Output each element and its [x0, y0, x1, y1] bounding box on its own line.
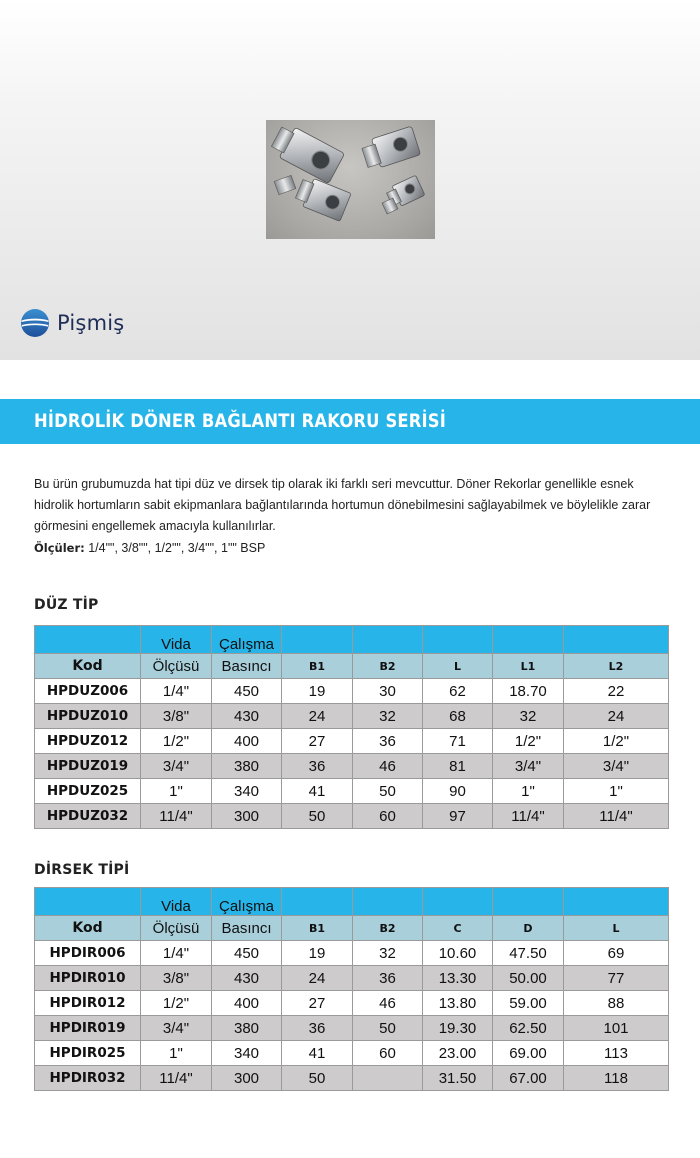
dirsek-value-cell: 450	[212, 941, 282, 966]
duz-value-cell: 1/4"	[141, 679, 212, 704]
duz-header-top-cell: Vida	[141, 626, 212, 654]
dirsek-header-top-cell	[35, 888, 141, 916]
dirsek-code-cell: HPDIR032	[35, 1066, 141, 1091]
dirsek-tipi-title: DİRSEK TİPİ	[34, 862, 130, 878]
duz-code-cell: HPDUZ006	[35, 679, 141, 704]
duz-value-cell: 1/2"	[564, 729, 669, 754]
dirsek-value-cell: 59.00	[493, 991, 564, 1016]
hero-area	[0, 0, 700, 360]
dirsek-value-cell: 88	[564, 991, 669, 1016]
dirsek-header-cell: Ölçüsü	[141, 916, 212, 941]
dirsek-value-cell: 101	[564, 1016, 669, 1041]
duz-value-cell: 97	[423, 804, 493, 829]
duz-value-cell: 32	[353, 704, 423, 729]
dirsek-table-row	[35, 941, 669, 966]
duz-value-cell: 3/8"	[141, 704, 212, 729]
duz-header-bottom	[35, 654, 669, 679]
dirsek-code-cell: HPDIR019	[35, 1016, 141, 1041]
dirsek-table-row	[35, 1041, 669, 1066]
duz-tip-table	[34, 625, 669, 829]
duz-header-top-cell	[493, 626, 564, 654]
dirsek-value-cell: 77	[564, 966, 669, 991]
dirsek-table-row	[35, 1066, 669, 1091]
dirsek-code-cell: HPDIR012	[35, 991, 141, 1016]
dirsek-value-cell: 23.00	[423, 1041, 493, 1066]
dirsek-table-row	[35, 1016, 669, 1041]
dirsek-header-top	[35, 888, 669, 916]
dirsek-value-cell: 50	[282, 1066, 353, 1091]
dirsek-value-cell: 31.50	[423, 1066, 493, 1091]
dirsek-value-cell: 11/4"	[141, 1066, 212, 1091]
duz-code-cell: HPDUZ032	[35, 804, 141, 829]
brand-logo-icon	[20, 308, 50, 338]
dirsek-value-cell: 19	[282, 941, 353, 966]
duz-value-cell: 62	[423, 679, 493, 704]
brand	[20, 308, 124, 338]
sizes-value: 1/4"", 3/8"", 1/2"", 3/4"", 1"" BSP	[84, 541, 266, 555]
duz-table-row	[35, 704, 669, 729]
dirsek-value-cell: 41	[282, 1041, 353, 1066]
dirsek-tipi-table	[34, 887, 669, 1091]
dirsek-value-cell: 27	[282, 991, 353, 1016]
dirsek-value-cell	[353, 1066, 423, 1091]
dirsek-value-cell: 1/2"	[141, 991, 212, 1016]
duz-value-cell: 27	[282, 729, 353, 754]
duz-value-cell: 3/4"	[493, 754, 564, 779]
dirsek-header-cell: D	[493, 916, 564, 941]
dirsek-value-cell: 113	[564, 1041, 669, 1066]
duz-header-top-cell	[423, 626, 493, 654]
duz-value-cell: 380	[212, 754, 282, 779]
duz-code-cell: HPDUZ012	[35, 729, 141, 754]
duz-value-cell: 430	[212, 704, 282, 729]
duz-value-cell: 1"	[493, 779, 564, 804]
duz-header-top-cell: Çalışma	[212, 626, 282, 654]
duz-table-row	[35, 679, 669, 704]
dirsek-table-row	[35, 991, 669, 1016]
dirsek-value-cell: 47.50	[493, 941, 564, 966]
duz-value-cell: 22	[564, 679, 669, 704]
dirsek-value-cell: 69.00	[493, 1041, 564, 1066]
dirsek-value-cell: 50	[353, 1016, 423, 1041]
duz-value-cell: 71	[423, 729, 493, 754]
dirsek-header-cell: B2	[353, 916, 423, 941]
duz-header-cell: B1	[282, 654, 353, 679]
duz-code-cell: HPDUZ019	[35, 754, 141, 779]
duz-value-cell: 46	[353, 754, 423, 779]
duz-header-cell: L	[423, 654, 493, 679]
sizes-label: Ölçüler:	[34, 541, 85, 555]
duz-value-cell: 30	[353, 679, 423, 704]
dirsek-value-cell: 50.00	[493, 966, 564, 991]
dirsek-value-cell: 19.30	[423, 1016, 493, 1041]
duz-code-cell: HPDUZ010	[35, 704, 141, 729]
duz-header-top-cell	[353, 626, 423, 654]
duz-header-top-cell	[282, 626, 353, 654]
duz-header-cell: L1	[493, 654, 564, 679]
dirsek-value-cell: 24	[282, 966, 353, 991]
dirsek-value-cell: 3/8"	[141, 966, 212, 991]
duz-value-cell: 36	[282, 754, 353, 779]
duz-table-row	[35, 754, 669, 779]
section-banner-text: HİDROLİK DÖNER BAĞLANTI RAKORU SERİSİ	[34, 410, 446, 432]
dirsek-header-cell: C	[423, 916, 493, 941]
duz-header-top-cell	[35, 626, 141, 654]
duz-value-cell: 90	[423, 779, 493, 804]
intro-paragraph: Bu ürün grubumuzda hat tipi düz ve dirsek tip olarak iki farklı seri mevcuttur. Döner Rekorlar genellikle esnek hidrolik hortumların sabit ekipmanlara bağlantılarında hortumun dönebilmesini sağlayabilmek ve böylelikle zarar görmesini engellemek amacıyla kullanılırlar.	[34, 477, 651, 533]
duz-header-cell: Ölçüsü	[141, 654, 212, 679]
dirsek-header-cell: Basıncı	[212, 916, 282, 941]
duz-value-cell: 11/4"	[564, 804, 669, 829]
duz-value-cell: 3/4"	[141, 754, 212, 779]
dirsek-header-cell: B1	[282, 916, 353, 941]
duz-table-row	[35, 729, 669, 754]
duz-value-cell: 1/2"	[141, 729, 212, 754]
duz-header-cell: Basıncı	[212, 654, 282, 679]
duz-value-cell: 50	[353, 779, 423, 804]
dirsek-value-cell: 60	[353, 1041, 423, 1066]
dirsek-code-cell: HPDIR025	[35, 1041, 141, 1066]
sizes-line	[34, 541, 265, 555]
duz-value-cell: 18.70	[493, 679, 564, 704]
brand-name: Pişmiş	[57, 311, 125, 335]
dirsek-code-cell: HPDIR006	[35, 941, 141, 966]
dirsek-header-top-cell	[564, 888, 669, 916]
duz-header-cell: Kod	[35, 654, 141, 679]
product-photo	[266, 120, 435, 239]
dirsek-value-cell: 430	[212, 966, 282, 991]
duz-table-row	[35, 804, 669, 829]
dirsek-value-cell: 13.30	[423, 966, 493, 991]
duz-value-cell: 50	[282, 804, 353, 829]
dirsek-value-cell: 13.80	[423, 991, 493, 1016]
duz-value-cell: 450	[212, 679, 282, 704]
dirsek-header-top-cell	[493, 888, 564, 916]
duz-value-cell: 1/2"	[493, 729, 564, 754]
duz-value-cell: 340	[212, 779, 282, 804]
dirsek-table-row	[35, 966, 669, 991]
dirsek-value-cell: 46	[353, 991, 423, 1016]
duz-value-cell: 24	[564, 704, 669, 729]
duz-value-cell: 81	[423, 754, 493, 779]
dirsek-value-cell: 69	[564, 941, 669, 966]
section-banner	[0, 399, 700, 444]
dirsek-value-cell: 340	[212, 1041, 282, 1066]
duz-value-cell: 1"	[141, 779, 212, 804]
dirsek-value-cell: 10.60	[423, 941, 493, 966]
dirsek-value-cell: 400	[212, 991, 282, 1016]
dirsek-value-cell: 62.50	[493, 1016, 564, 1041]
duz-value-cell: 11/4"	[141, 804, 212, 829]
dirsek-header-cell: L	[564, 916, 669, 941]
dirsek-value-cell: 380	[212, 1016, 282, 1041]
dirsek-value-cell: 36	[353, 966, 423, 991]
dirsek-header-top-cell: Vida	[141, 888, 212, 916]
dirsek-header-cell: Kod	[35, 916, 141, 941]
dirsek-value-cell: 118	[564, 1066, 669, 1091]
dirsek-header-top-cell	[353, 888, 423, 916]
dirsek-header-bottom	[35, 916, 669, 941]
duz-value-cell: 41	[282, 779, 353, 804]
duz-value-cell: 68	[423, 704, 493, 729]
dirsek-value-cell: 67.00	[493, 1066, 564, 1091]
dirsek-value-cell: 3/4"	[141, 1016, 212, 1041]
duz-value-cell: 3/4"	[564, 754, 669, 779]
dirsek-header-top-cell	[282, 888, 353, 916]
dirsek-value-cell: 32	[353, 941, 423, 966]
duz-value-cell: 300	[212, 804, 282, 829]
dirsek-code-cell: HPDIR010	[35, 966, 141, 991]
dirsek-header-top-cell	[423, 888, 493, 916]
duz-value-cell: 24	[282, 704, 353, 729]
dirsek-value-cell: 1"	[141, 1041, 212, 1066]
dirsek-header-top-cell: Çalışma	[212, 888, 282, 916]
dirsek-value-cell: 300	[212, 1066, 282, 1091]
duz-header-cell: L2	[564, 654, 669, 679]
duz-header-top-cell	[564, 626, 669, 654]
duz-header-top	[35, 626, 669, 654]
duz-value-cell: 32	[493, 704, 564, 729]
duz-value-cell: 400	[212, 729, 282, 754]
dirsek-value-cell: 1/4"	[141, 941, 212, 966]
duz-value-cell: 60	[353, 804, 423, 829]
duz-value-cell: 11/4"	[493, 804, 564, 829]
dirsek-value-cell: 36	[282, 1016, 353, 1041]
duz-table-row	[35, 779, 669, 804]
duz-value-cell: 36	[353, 729, 423, 754]
duz-code-cell: HPDUZ025	[35, 779, 141, 804]
duz-value-cell: 1"	[564, 779, 669, 804]
swivel-fittings-illustration	[266, 120, 435, 239]
duz-tip-title: DÜZ TİP	[34, 597, 99, 613]
duz-header-cell: B2	[353, 654, 423, 679]
duz-value-cell: 19	[282, 679, 353, 704]
